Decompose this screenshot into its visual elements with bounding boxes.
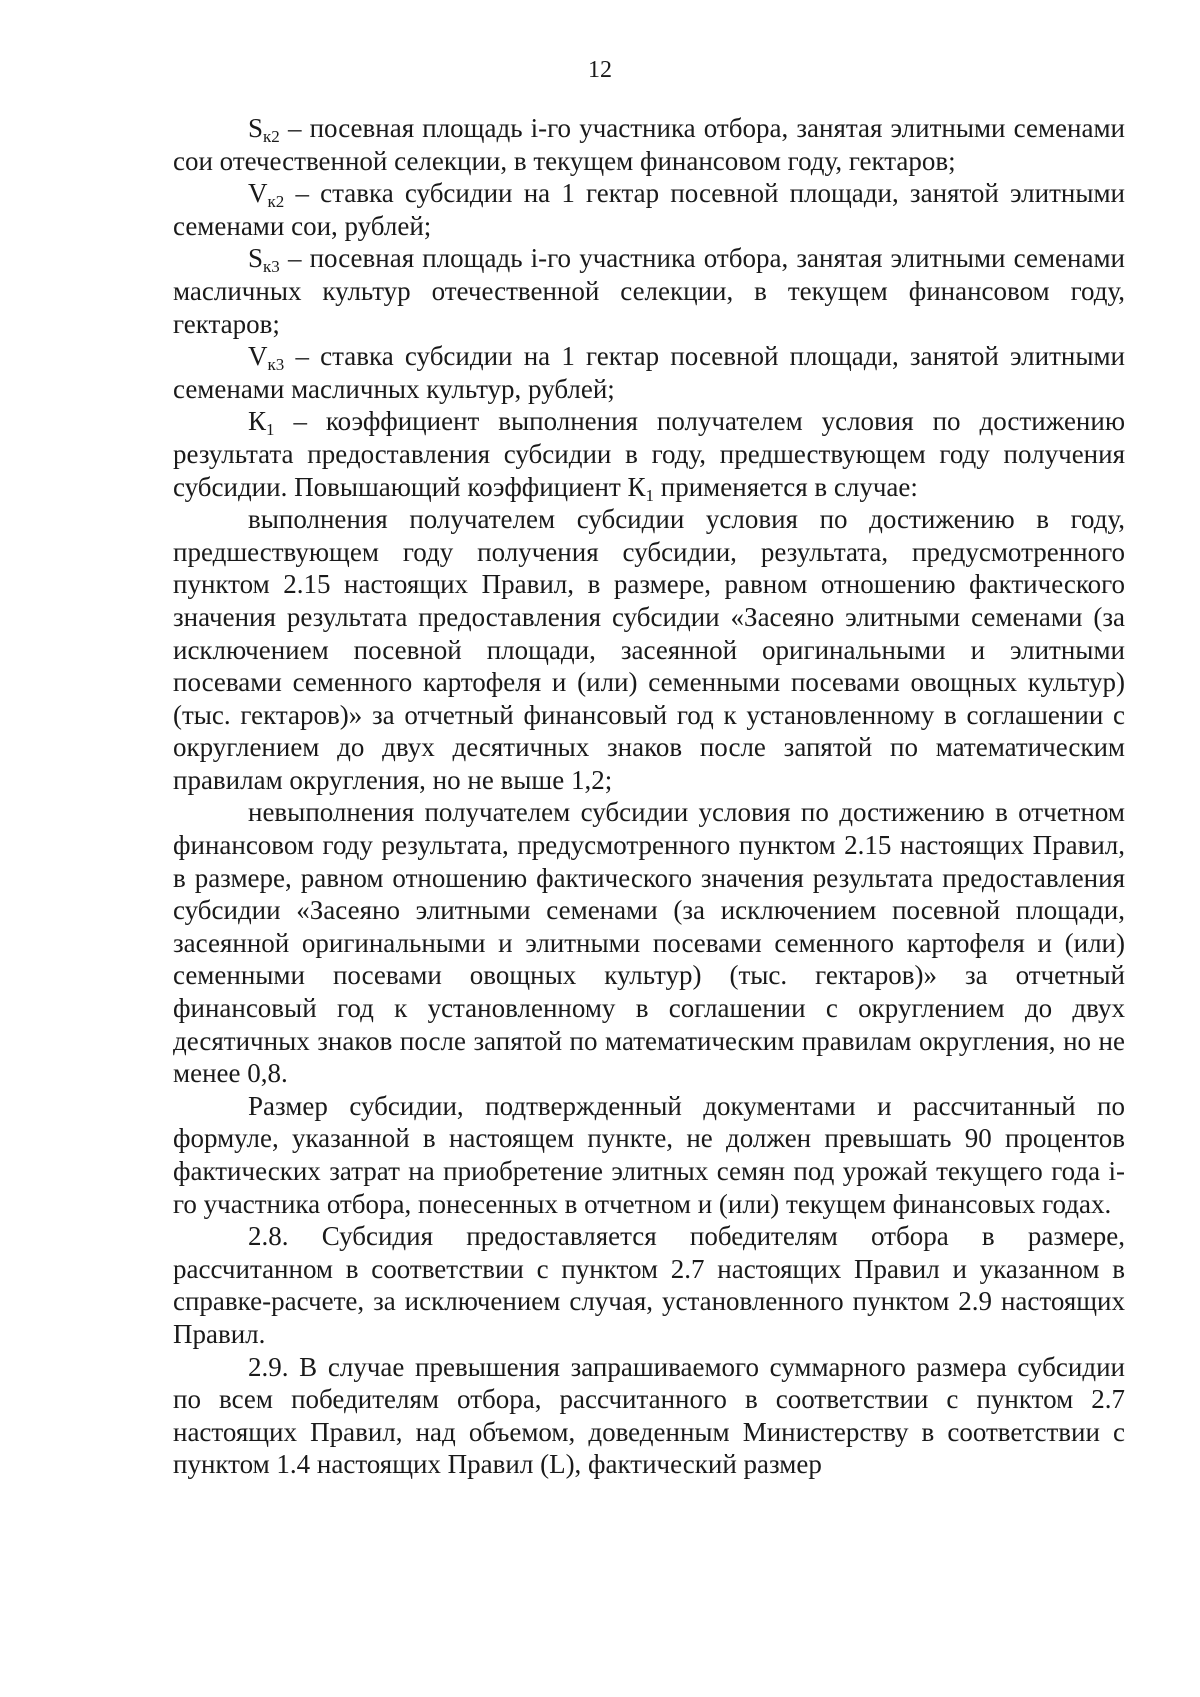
body-text <box>173 112 1125 1481</box>
paragraph-vk3-definition <box>173 340 1125 405</box>
definition-text-tail: применяется в случае: <box>654 471 918 502</box>
symbol-subscript: к3 <box>267 355 285 375</box>
symbol: V <box>248 341 268 372</box>
definition-text: – посевная площадь i-го участника отбора, занятая элитными семенами масличных культур отечественной селекции, в текущем финансовом году, гектаров; <box>173 243 1125 339</box>
page-number: 12 <box>588 57 612 83</box>
definition-text: – ставка субсидии на 1 гектар посевной площади, занятой элитными семенами масличных культур, рублей; <box>173 341 1125 404</box>
symbol-subscript: к3 <box>263 257 280 277</box>
paragraph-k1-definition <box>173 405 1125 503</box>
paragraph-sk3-definition <box>173 242 1125 340</box>
symbol: S <box>248 113 264 143</box>
symbol: К <box>248 406 267 437</box>
paragraph-clause-2-8: 2.8. Субсидия предоставляется победителям отбора в размере, рассчитанном в соответствии с пунктом 2.7 настоящих Правил и указанном в справке-расчете, за исключением случая, установленного пунктом 2.9 настоящих Правил. <box>173 1221 1125 1349</box>
paragraph-clause-2-9: 2.9. В случае превышения запрашиваемого суммарного размера субсидии по всем победителям отбора, рассчитанного в соответствии с пунктом 2.7 настоящих Правил, над объемом, доведенным Министерству в соответствии с пунктом 1.4 настоящих Правил (L), фактический размер <box>173 1351 1125 1480</box>
symbol-subscript: к2 <box>267 192 285 212</box>
symbol-subscript: 1 <box>266 420 275 440</box>
paragraph-fulfillment-case: выполнения получателем субсидии условия по достижению в году, предшествующем году получения субсидии, результата, предусмотренного пунктом 2.15 настоящих Правил, в размере, равном отношению фактического значения результата предоставления субсидии «Засеяно элитными семенами (за исключением посевной площади, засеянной оригинальными и элитными посевами семенного картофеля и (или) семенными посевами овощных культур) (тыс. гектаров)» за отчетный финансовый год к установленному в соглашении с округлением до двух десятичных знаков после запятой по математическим правилам округления, но не выше 1,2; <box>173 504 1125 795</box>
paragraph-sk2-definition <box>173 112 1125 177</box>
paragraph-subsidy-limit: Размер субсидии, подтвержденный документами и рассчитанный по формуле, указанной в настоящем пункте, не должен превышать 90 процентов фактических затрат на приобретение элитных семян под урожай текущего года i-го участника отбора, понесенных в отчетном и (или) текущем финансовых годах. <box>173 1090 1125 1219</box>
paragraph-vk2-definition <box>173 177 1125 242</box>
symbol-subscript: 1 <box>645 485 655 505</box>
symbol: S <box>248 243 264 274</box>
symbol-subscript: к2 <box>263 127 280 146</box>
definition-text: – посевная площадь i-го участника отбора, занятая элитными семенами сои отечественной селекции, в текущем финансовом году, гектаров; <box>173 113 1125 176</box>
definition-text: – коэффициент выполнения получателем условия по достижению результата предоставления субсидии в году, предшествующем году получения субсидии. Повышающий коэффициент К <box>173 406 1125 502</box>
paragraph-nonfulfillment-case: невыполнения получателем субсидии условия по достижению в отчетном финансовом году результата, предусмотренного пунктом 2.15 настоящих Правил, в размере, равном отношению фактического значения результата предоставления субсидии «Засеяно элитными семенами (за исключением посевной площади, засеянной оригинальными и элитными посевами семенного картофеля и (или) семенными посевами овощных культур) (тыс. гектаров)» за отчетный финансовый год к установленному в соглашении с округлением до двух десятичных знаков после запятой по математическим правилам округления, но не менее 0,8. <box>173 797 1125 1089</box>
definition-text: – ставка субсидии на 1 гектар посевной площади, занятой элитными семенами сои, рублей; <box>173 178 1125 241</box>
symbol: V <box>248 178 268 209</box>
